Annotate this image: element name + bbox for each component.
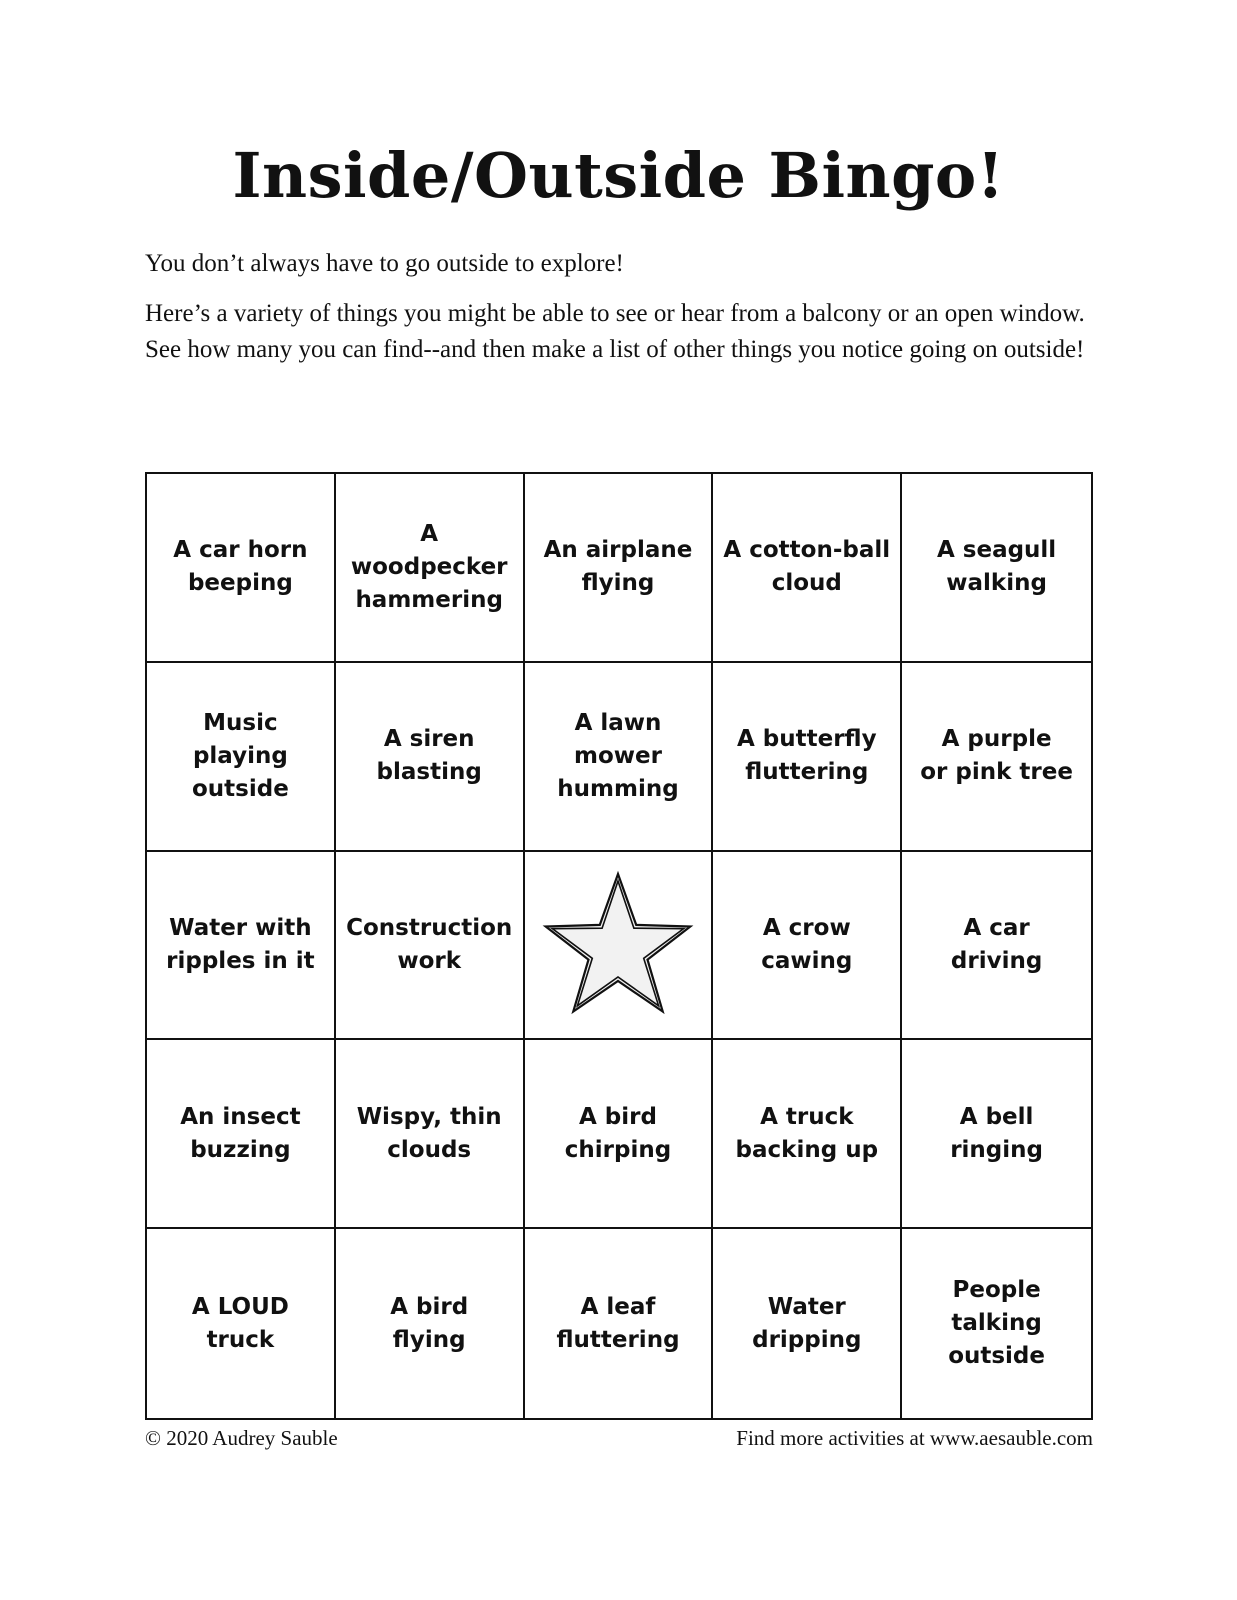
bingo-cell[interactable]: A bird chirping <box>525 1040 714 1229</box>
bingo-cell[interactable]: A woodpecker hammering <box>336 474 525 663</box>
bingo-cell[interactable]: A bell ringing <box>902 1040 1091 1229</box>
star-icon <box>538 870 698 1020</box>
more-activities-text: Find more activities at www.aesauble.com <box>736 1426 1093 1450</box>
bingo-cell[interactable]: A crow cawing <box>713 852 902 1041</box>
bingo-cell[interactable]: An airplane flying <box>525 474 714 663</box>
free-space[interactable] <box>525 852 714 1041</box>
bingo-cell[interactable]: A car driving <box>902 852 1091 1041</box>
bingo-cell[interactable]: An insect buzzing <box>147 1040 336 1229</box>
bingo-cell[interactable]: A cotton-ball cloud <box>713 474 902 663</box>
bingo-cell[interactable]: A purple or pink tree <box>902 663 1091 852</box>
intro-line-2: Here’s a variety of things you might be able to see or hear from a balcony or an open window. See how many you can find--and then make a list of other things you notice going on outside! <box>145 300 1085 363</box>
bingo-board <box>145 472 1093 1420</box>
bingo-cell[interactable]: A car horn beeping <box>147 474 336 663</box>
bingo-cell[interactable]: A leaf fluttering <box>525 1229 714 1418</box>
intro-text <box>145 246 1095 382</box>
bingo-cell[interactable]: Water with ripples in it <box>147 852 336 1041</box>
bingo-cell[interactable]: A truck backing up <box>713 1040 902 1229</box>
bingo-cell[interactable]: A LOUD truck <box>147 1229 336 1418</box>
bingo-cell[interactable]: A bird flying <box>336 1229 525 1418</box>
bingo-cell[interactable]: Music playing outside <box>147 663 336 852</box>
bingo-cell[interactable]: A siren blasting <box>336 663 525 852</box>
bingo-cell[interactable]: A butterfly fluttering <box>713 663 902 852</box>
bingo-cell[interactable]: A lawn mower humming <box>525 663 714 852</box>
bingo-cell[interactable]: People talking outside <box>948 1277 1045 1370</box>
bingo-cell[interactable]: Wispy, thin clouds <box>336 1040 525 1229</box>
intro-line-1: You don’t always have to go outside to explore! <box>145 250 624 277</box>
bingo-cell[interactable]: A seagull walking <box>902 474 1091 663</box>
bingo-cell[interactable]: Water dripping <box>713 1229 902 1418</box>
copyright-text: © 2020 Audrey Sauble <box>145 1426 338 1450</box>
page-title: Inside/Outside Bingo! <box>232 139 1005 212</box>
bingo-cell[interactable]: Construction work <box>336 852 525 1041</box>
